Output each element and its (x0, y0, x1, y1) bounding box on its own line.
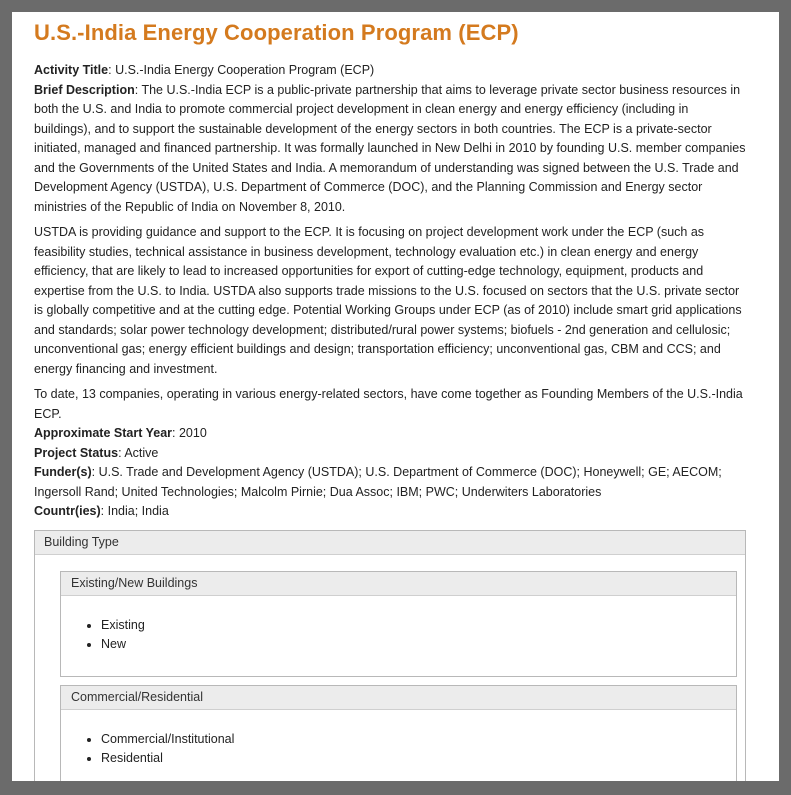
building-type-panel (34, 530, 746, 782)
existing-new-buildings-panel (60, 571, 737, 677)
countries-label: Countr(ies) (34, 504, 101, 518)
building-type-body (35, 555, 745, 782)
commercial-residential-body (61, 710, 736, 782)
list-item: • Existing (101, 616, 736, 636)
countries-row: Countr(ies): India; India (34, 504, 169, 518)
main-content (34, 20, 746, 781)
start-year-row: Approximate Start Year: 2010 (34, 426, 207, 440)
commercial-residential-header[interactable]: Commercial/Residential (61, 686, 736, 710)
funders-value: U.S. Trade and Development Agency (USTDA); U.S. Department of Commerce (DOC); Honeywell; GE; AECOM; Ingersoll Rand; United Technologies; Malcolm Pirnie; Dua Assoc; IBM; PWC; Underwiters Laboratories (34, 465, 722, 499)
project-status-value: Active (124, 445, 159, 460)
commercial-residential-panel (60, 685, 737, 782)
start-year-value: 2010 (178, 426, 207, 440)
brief-description-row: Brief Description: The U.S.-India ECP is a public-private partnership that aims to leverage private sector business resources in both the U.S. and India to promote commercial project development in clean energy and energy efficiency (including in buildings), and to support the sustainable development of the energy sectors in both countries. The ECP is a private-sector initiated, managed and financed partnership. It was formally launched in New Delhi in 2010 by founding U.S. member companies and the Governments of the United States and India. A memorandum of understanding was signed between the U.S. Trade and Development Agency (USTDA), U.S. Department of Commerce (DOC), and the Planning Commission and Energy sector ministries of the Republic of India on November 8, 2010. (34, 82, 746, 214)
funders-label: Funder(s) (34, 465, 92, 479)
existing-new-buildings-list (61, 596, 736, 655)
description-paragraph-3: To date, 13 companies, operating in various energy-related sectors, have come together as Founding Members of the U.S.-India ECP. (34, 387, 743, 421)
activity-title-label: Activity Title (34, 63, 109, 77)
funders-row: Funder(s): U.S. Trade and Development Agency (USTDA); U.S. Department of Commerce (DOC); Honeywell; GE; AECOM; Ingersoll Rand; United Technologies; Malcolm Pirnie; Dua Assoc; IBM; PWC; Underwiters Laboratories (34, 465, 722, 499)
existing-new-buildings-header[interactable]: Existing/New Buildings (61, 572, 736, 596)
program-details (34, 61, 746, 522)
list-item: • Residential (101, 749, 736, 769)
description-paragraph-2: USTDA is providing guidance and support to the ECP. It is focusing on project development work under the ECP (such as feasibility studies, technical assistance in business development, technology evaluation etc.) in clean energy and energy efficiency, that are likely to lead to increased opportunities for export of cutting-edge technology, equipment, products and expertise from the U.S. to India. USTDA also supports trade missions to the U.S. focused on sectors that the U.S. private sector is globally competitive and at the cutting edge. Potential Working Groups under ECP (as of 2010) include smart grid applications and standards; solar power technology development; distributed/rural power systems; biofuels - 2nd generation and cellulosic; unconventional gas; energy efficient buildings and design; transportation efficiency; unconventional gas, CBM and CCS; and energy financing and investment. (34, 225, 742, 376)
building-type-header[interactable]: Building Type (35, 531, 745, 555)
content-window (12, 12, 779, 781)
list-item: • New (101, 635, 736, 655)
existing-new-buildings-body (61, 596, 736, 676)
activity-title-row: Activity Title: U.S.-India Energy Cooperation Program (ECP) (34, 63, 375, 77)
countries-value: India; India (107, 504, 169, 518)
start-year-label: Approximate Start Year (34, 426, 173, 440)
activity-title-value: U.S.-India Energy Cooperation Program (ECP) (115, 63, 375, 77)
brief-description-value: The U.S.-India ECP is a public-private partnership that aims to leverage private sector business resources in both the U.S. and India to promote commercial project development in clean energy and energy efficiency (including in buildings), and to support the sustainable development of the energy sectors in both countries. The ECP is a private-sector initiated, managed and financed partnership. It was formally launched in New Delhi in 2010 by founding U.S. member companies and the Governments of the United States and India. A memorandum of understanding was signed between the U.S. Trade and Development Agency (USTDA), U.S. Department of Commerce (DOC), and the Planning Commission and Energy sector ministries of the Republic of India on November 8, 2010. (34, 82, 746, 214)
commercial-residential-list (61, 710, 736, 769)
project-status-label: Project Status (34, 445, 119, 460)
project-status-row: Project Status: Active (34, 445, 159, 460)
list-item: • Commercial/Institutional (101, 730, 736, 750)
page-title: U.S.-India Energy Cooperation Program (ECP) (34, 20, 519, 45)
brief-description-label: Brief Description (34, 82, 135, 97)
